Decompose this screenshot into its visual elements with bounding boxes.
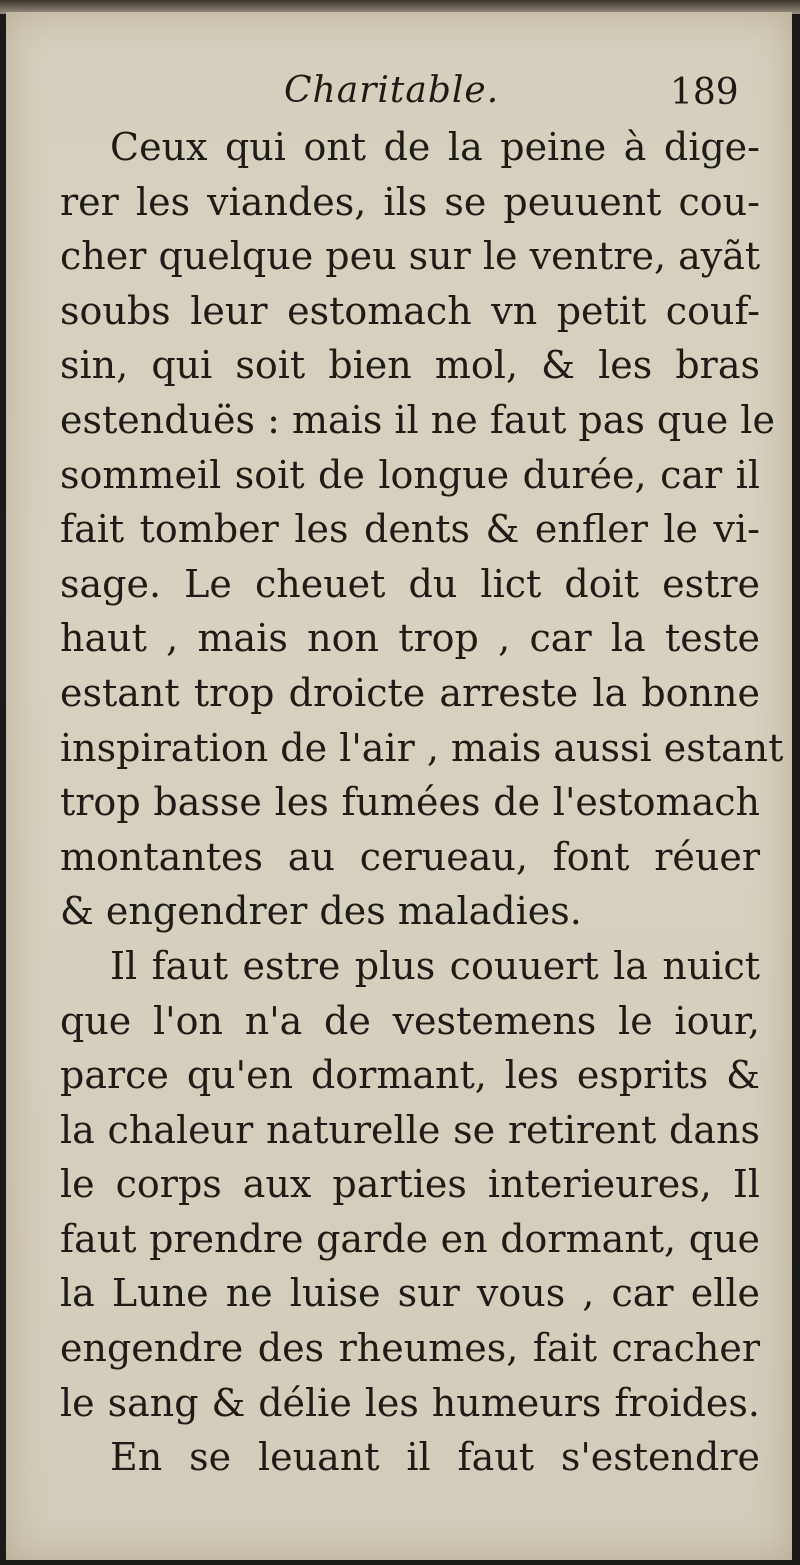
page-number: 189: [670, 72, 739, 113]
text-line: la chaleur naturelle se retirent dans: [60, 1107, 760, 1152]
running-title: Charitable.: [284, 70, 500, 111]
book-page: [6, 12, 792, 1560]
text-line: & engendrer des maladies.: [60, 889, 582, 934]
text-line: la Lune ne luise sur vous , car elle: [60, 1271, 760, 1316]
text-line: estenduës : mais il ne faut pas que le: [60, 397, 775, 442]
text-line: sin, qui soit bien mol, & les bras: [60, 343, 760, 388]
text-line: sommeil soit de longue durée, car il: [60, 452, 760, 497]
text-line: Il faut estre plus couuert la nuict: [110, 943, 760, 988]
text-line: estant trop droicte arreste la bonne: [60, 670, 760, 715]
text-line: le corps aux parties interieures, Il: [60, 1162, 760, 1207]
text-line: le sang & délie les humeurs froides.: [60, 1380, 760, 1425]
body-text: [60, 120, 784, 1485]
text-line: que l'on n'a de vestemens le iour,: [60, 998, 760, 1043]
text-line: fait tomber les dents & enfler le vi-: [60, 507, 760, 552]
text-line: parce qu'en dormant, les esprits &: [60, 1053, 760, 1098]
text-line: rer les viandes, ils se peuuent cou-: [60, 179, 760, 224]
text-line: Ceux qui ont de la peine à dige-: [110, 125, 760, 169]
text-line: cher quelque peu sur le ventre, ayãt: [60, 234, 761, 279]
text-line: engendre des rheumes, fait cracher: [60, 1326, 760, 1371]
text-line: haut , mais non trop , car la teste: [60, 616, 760, 661]
text-line: En se leuant il faut s'estendre: [110, 1435, 760, 1480]
text-line: sage. Le cheuet du lict doit estre: [60, 561, 760, 606]
text-line: montantes au cerueau, font réuer: [60, 834, 760, 879]
running-head: [6, 70, 792, 120]
text-line: soubs leur estomach vn petit couf-: [60, 288, 760, 333]
text-line: inspiration de l'air , mais aussi estant: [60, 725, 784, 770]
text-line: trop basse les fumées de l'estomach: [60, 780, 760, 825]
text-line: faut prendre garde en dormant, que: [60, 1216, 760, 1261]
